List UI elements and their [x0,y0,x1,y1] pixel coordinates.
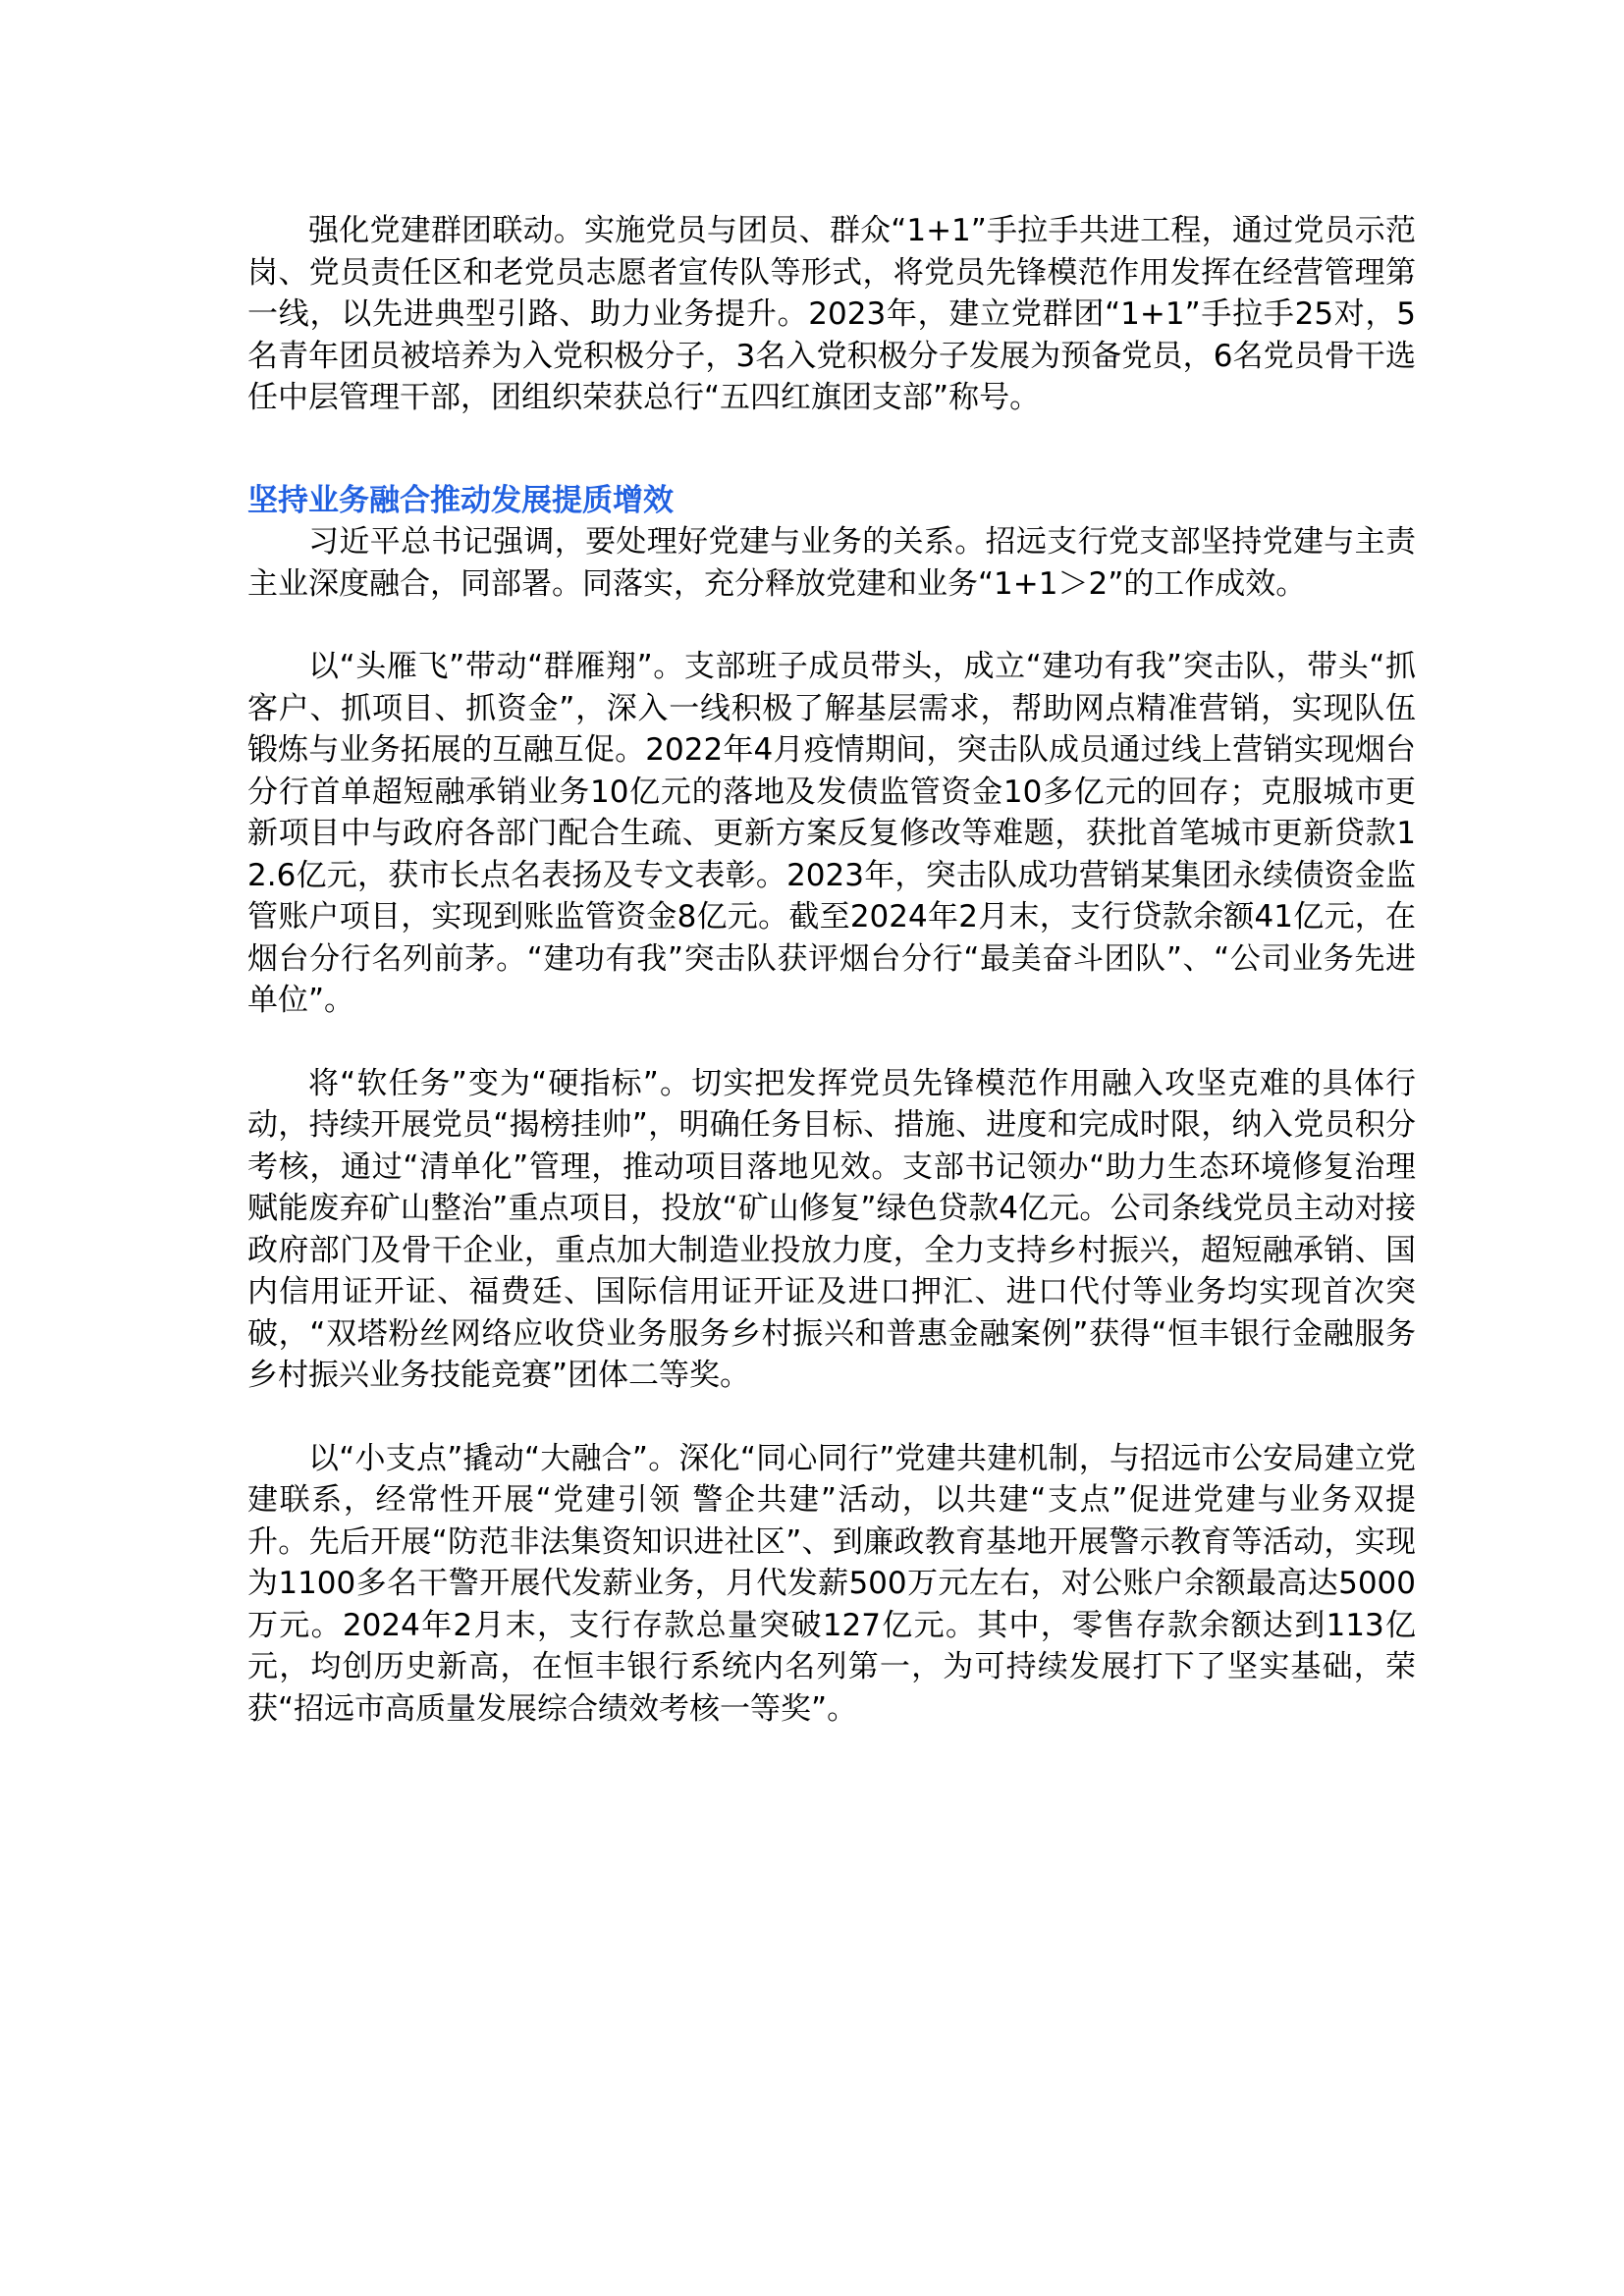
paragraph-soft-to-hard: 将“软任务”变为“硬指标”。切实把发挥党员先锋模范作用融入攻坚克难的具体行动，持续开展党员“揭榜挂帅”，明确任务目标、措施、进度和完成时限，纳入党员积分考核，通过“清单化”管理，推动项目落地见效。支部书记领办“助力生态环境修复治理 赋能废弃矿山整治”重点项目，投放“矿山修复”绿色贷款4亿元。公司条线党员主动对接政府部门及骨干企业，重点加大制造业投放力度，全力支持乡村振兴，超短融承销、国内信用证开证、福费廷、国际信用证开证及进口押汇、进口代付等业务均实现首次突破，“双塔粉丝网络应收贷业务服务乡村振兴和普惠金融案例”获得“恒丰银行金融服务乡村振兴业务技能竞赛”团体二等奖。 [247,1065,1416,1393]
paragraph-gap [247,460,1416,480]
paragraph-party-group-linkage: 强化党建群团联动。实施党员与团员、群众“1+1”手拉手共进工程，通过党员示范岗、党员责任区和老党员志愿者宣传队等形式，将党员先锋模范作用发挥在经营管理第一线，以先进典型引路、助力业务提升。2023年，建立党群团“1+1”手拉手25对，5名青年团员被培养为入党积极分子，3名入党积极分子发展为预备党员，6名党员骨干选任中层管理干部，团组织荣获总行“五四红旗团支部”称号。 [247,213,1416,415]
document-page [247,210,1416,1730]
paragraph-lead-goose: 以“头雁飞”带动“群雁翔”。支部班子成员带头，成立“建功有我”突击队，带头“抓客户、抓项目、抓资金”，深入一线积极了解基层需求，帮助网点精准营销，实现队伍锻炼与业务拓展的互融互促。2022年4月疫情期间，突击队成员通过线上营销实现烟台分行首单超短融承销业务10亿元的落地及发债监管资金10多亿元的回存；克服城市更新项目中与政府各部门配合生疏、更新方案反复修改等难题，获批首笔城市更新贷款12.6亿元，获市长点名表扬及专文表彰。2023年，突击队成功营销某集团永续债资金监管账户项目，实现到账监管资金8亿元。截至2024年2月末，支行贷款余额41亿元，在烟台分行名列前茅。“建功有我”突击队获评烟台分行“最美奋斗团队”、“公司业务先进单位”。 [247,649,1416,1018]
paragraph-gap [247,605,1416,646]
paragraph-intro: 习近平总书记强调，要处理好党建与业务的关系。招远支行党支部坚持党建与主责主业深度融合，同部署。同落实，充分释放党建和业务“1+1＞2”的工作成效。 [247,524,1416,602]
paragraph-gap [247,1397,1416,1438]
paragraph-gap [247,419,1416,460]
paragraph-small-fulcrum: 以“小支点”撬动“大融合”。深化“同心同行”党建共建机制，与招远市公安局建立党建联系，经常性开展“党建引领 警企共建”活动，以共建“支点”促进党建与业务双提升。先后开展“防范非法集资知识进社区”、到廉政教育基地开展警示教育等活动，实现为1100多名干警开展代发薪业务，月代发薪500万元左右，对公账户余额最高达5000万元。2024年2月末，支行存款总量突破127亿元。其中，零售存款余额达到113亿元，均创历史新高，在恒丰银行系统内名列第一，为可持续发展打下了坚实基础，荣获“招远市高质量发展综合绩效考核一等奖”。 [247,1440,1416,1727]
section-heading: 坚持业务融合推动发展提质增效 [247,482,674,518]
paragraph-gap [247,1022,1416,1063]
